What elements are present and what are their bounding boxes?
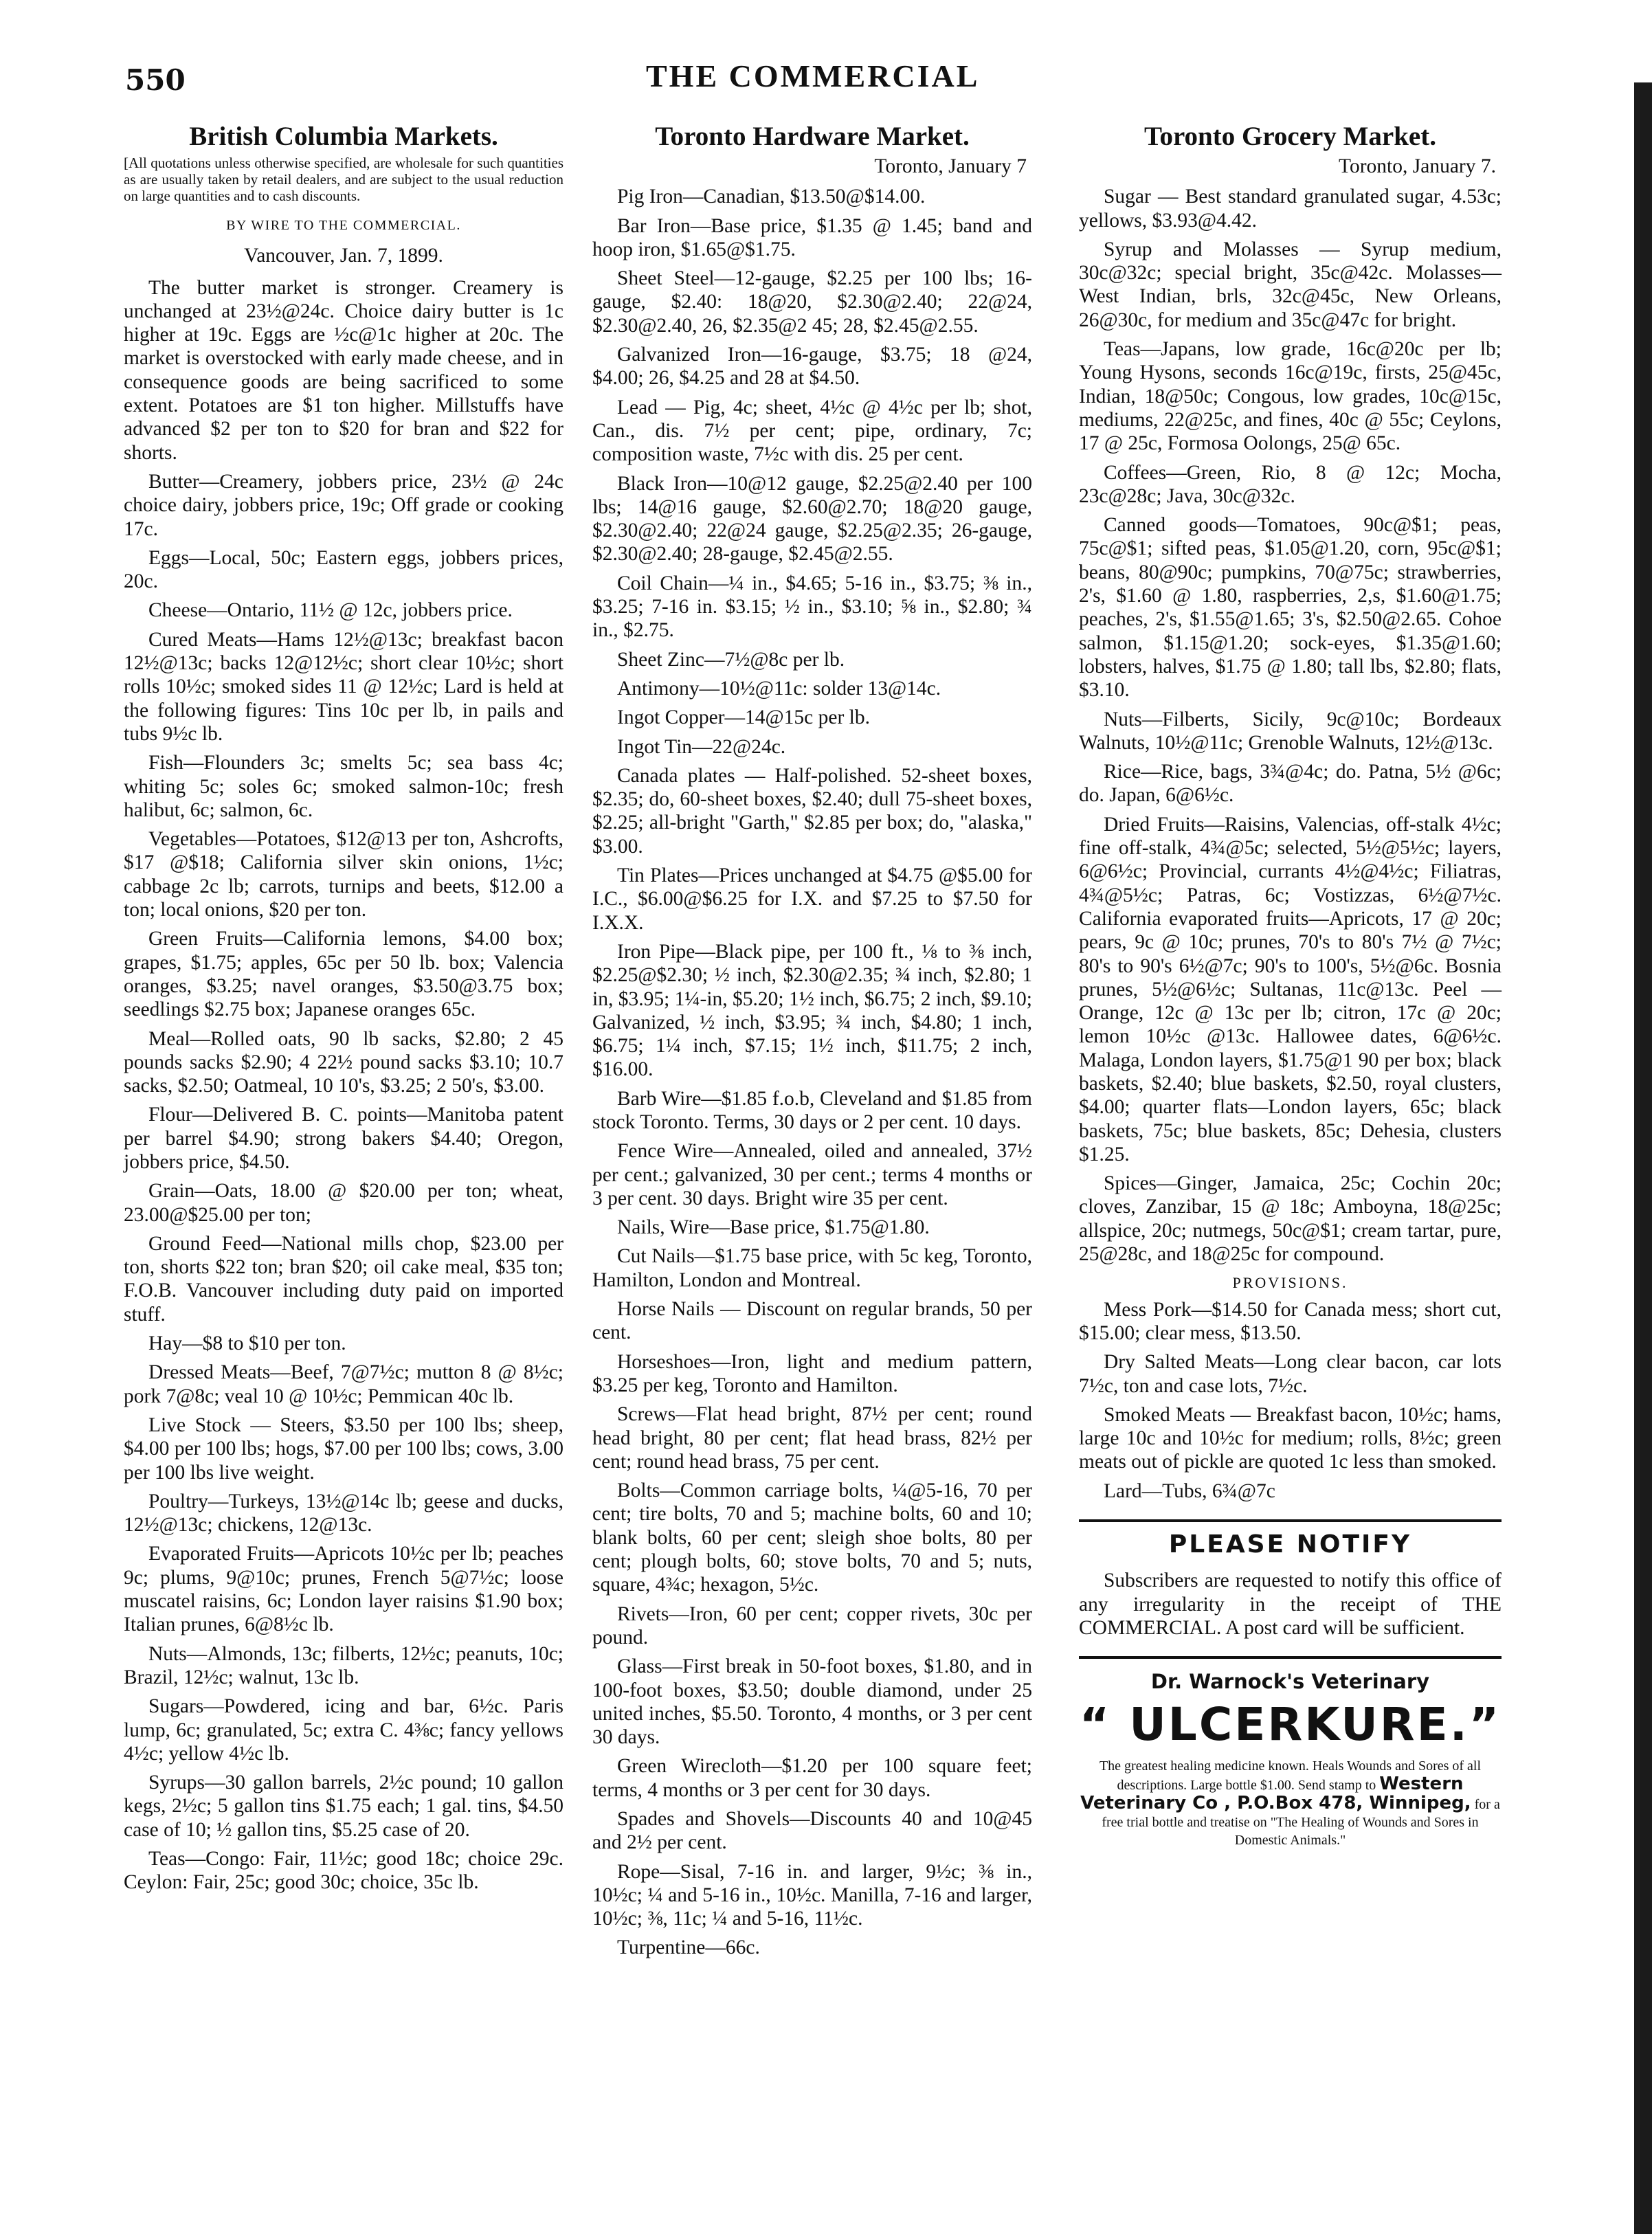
hardware-market-heading: Toronto Hardware Market. [655,122,970,151]
market-item: Cured Meats—Hams 12½@13c; breakfast bacon 12½@13c; backs 12@12½c; short clear 10½c; short rolls 10½c; smoked sides 11 @ 12½c; Lard is held at the following figures: Tins 10c per lb, in pails and tubs 9½c lb. [124,628,563,745]
scan-edge-shadow [1634,82,1652,2234]
market-item: Glass—First break in 50-foot boxes, $1.80, and in 100-foot boxes, $3.50; double diamond, under 25 united inches, $5.50. Toronto, 4 months, or 3 per cent 30 days. [592,1655,1032,1749]
market-item: Vegetables—Potatoes, $12@13 per ton, Ashcrofts, $17 @$18; California silver skin onions, 1½c; cabbage 2c lb; carrots, turnips and beets, $12.00 a ton; local onions, $20 per ton. [124,828,563,921]
market-item: Bolts—Common carriage bolts, ¼@5-16, 70 per cent; tire bolts, 70 and 5; machine bolts, 60 and 10; blank bolts, 60 per cent; sleigh shoe bolts, 80 per cent; plough bolts, 60; stove bolts, 70 and 5; nuts, square, 4¾c; hexagon, 5½c. [592,1479,1032,1596]
market-item: Iron Pipe—Black pipe, per 100 ft., ⅛ to ⅜ inch, $2.25@$2.30; ½ inch, $2.30@2.35; ¾ inch, $2.80; 1 in, $3.95; 1¼-in, $5.20; 1½ inch, $6.75; 2 inch, $9.10; Galvanized, ½ inch, $3.95; ¾ inch, $4.80; 1 inch, $6.75; 1¼ inch, $7.15; 1½ inch, $11.75; 2 inch, $16.00. [592,940,1032,1081]
market-item: Tin Plates—Prices unchanged at $4.75 @$5.00 for I.C., $6.00@$6.25 for I.X. and $7.25 to $7.50 for I.X.X. [592,864,1032,934]
market-item: Teas—Japans, low grade, 16c@20c per lb; Young Hysons, seconds 16c@19c, firsts, 25@45c, Indian, 18@50c; Congous, low grades, 10c@15c, mediums, 22@25c, and fines, 40c @ 55c; Ceylons, 17 @ 25c, Formosa Oolongs, 25@ 65c. [1079,338,1502,455]
ad-title: Dr. Warnock's Veterinary [1150,1670,1430,1694]
grocery-market-items [1079,185,1502,1266]
market-item: Cheese—Ontario, 11½ @ 12c, jobbers price. [148,599,513,622]
bc-markets-note: [All quotations unless otherwise specified, are wholesale for such quantities as are usually taken by retail dealers, and are subject to the usual reduction on large quantities and to cash discounts. [124,155,563,204]
page-number: 550 [125,63,186,97]
running-head: THE COMMERCIAL [646,58,980,93]
market-item: Black Iron—10@12 gauge, $2.25@2.40 per 100 lbs; 14@16 gauge, $2.60@2.70; 18@20 gauge, $2.30@2.40; 22@24 gauge, $2.25@2.35; 26-gauge, $2.30@2.40; 28-gauge, $2.45@2.55. [592,472,1032,566]
market-item: Green Fruits—California lemons, $4.00 box; grapes, $1.75; apples, 65c per 50 lb. box; Valencia oranges, $3.25; navel oranges, $3.50@3.75 box; seedlings $2.75 box; Japanese oranges 65c. [124,928,563,1021]
market-item: Evaporated Fruits—Apricots 10½c per lb; peaches 9c; plums, 9@10c; prunes, French 5@7½c; loose muscatel raisins, 6c; London layer raisins $1.90 box; Italian prunes, 6@8½c lb. [124,1543,563,1636]
market-item: Fence Wire—Annealed, oiled and annealed, 37½ per cent.; galvanized, 30 per cent.; terms 4 months or 3 per cent. 30 days. Bright wire 35 per cent. [592,1140,1032,1209]
market-item: Spices—Ginger, Jamaica, 25c; Cochin 20c; cloves, Zanzibar, 15 @ 18c; Amboyna, 18@25c; allspice, 20c; nutmegs, 50c@$1; cream tartar, pure, 25@28c, and 18@25c for compound. [1079,1172,1502,1266]
ad-body [1079,1757,1502,1849]
market-item: Mess Pork—$14.50 for Canada mess; short cut, $15.00; clear mess, $13.50. [1079,1298,1502,1344]
market-item: The butter market is stronger. Creamery is unchanged at 23½@24c. Choice dairy butter is 1c higher at 19c. Eggs are ½c@1c higher at 20c. The market is overstocked with early made cheese, and in consequence goods are being sacrificed to some extent. Potatoes are $1 ton higher. Millstuffs have advanced $2 per ton to $20 for bran and $22 for shorts. [124,276,563,464]
market-item: Hay—$8 to $10 per ton. [148,1332,346,1355]
column-bc-markets [124,120,563,1900]
notice-body: Subscribers are requested to notify this office of any irregularity in the receipt of THE COMMERCIAL. A post card will be sufficient. [1079,1570,1502,1639]
ad-brand-name: “ ULCERKURE.” [1079,1697,1502,1751]
notice-title: PLEASE NOTIFY [1168,1530,1412,1559]
market-item: Flour—Delivered B. C. points—Manitoba patent per barrel $4.90; strong bakers $4.40; Oregon, jobbers price, $4.50. [124,1104,563,1173]
market-item: Ingot Tin—22@24c. [617,735,786,758]
grocery-market-dateline: Toronto, January 7. [1339,155,1496,177]
market-item: Fish—Flounders 3c; smelts 5c; sea bass 4c; whiting 5c; soles 6c; smoked salmon-10c; fresh halibut, 6c; salmon, 6c. [124,752,563,821]
market-item: Coffees—Green, Rio, 8 @ 12c; Mocha, 23c@28c; Java, 30c@32c. [1079,461,1502,507]
market-item: Ingot Copper—14@15c per lb. [617,706,870,729]
bc-markets-dateline: Vancouver, Jan. 7, 1899. [244,245,443,267]
market-item: Coil Chain—¼ in., $4.65; 5-16 in., $3.75; ⅜ in., $3.25; 7-16 in. $3.15; ½ in., $3.10; ⅝ in., $2.80; ¾ in., $2.75. [592,572,1032,642]
market-item: Canned goods—Tomatoes, 90c@$1; peas, 75c@$1; sifted peas, $1.05@1.20, corn, 95c@$1; beans, 80@90c; pumpkins, 70@75c; strawberries, 2's, $1.60 @ 1.80, raspberries, 2,s, $1.60@1.75; peaches, 2's, $1.55@1.65; 3's, $2.50@2.65. Cohoe salmon, $1.15@1.20; sock-eyes, $1.35@1.60; lobsters, halves, $1.75 @ 1.80; tall lbs, $2.80; flats, $3.10. [1079,514,1502,702]
market-item: Teas—Congo: Fair, 11½c; good 18c; choice 29c. Ceylon: Fair, 25c; good 30c; choice, 35c lb. [124,1848,563,1894]
market-item: Horse Nails — Discount on regular brands, 50 per cent. [592,1298,1032,1344]
market-item: Barb Wire—$1.85 f.o.b, Cleveland and $1.85 from stock Toronto. Terms, 30 days or 2 per cent. 10 days. [592,1087,1032,1133]
market-item: Syrup and Molasses — Syrup medium, 30c@32c; special bright, 35c@42c. Molasses—West Indian, brls, 32c@45c, New Orleans, 26@30c, for medium and 35c@47c for bright. [1079,238,1502,331]
market-item: Nails, Wire—Base price, $1.75@1.80. [617,1216,930,1239]
market-item: Rope—Sisal, 7-16 in. and larger, 9½c; ⅜ in., 10½c; ¼ and 5-16 in., 10½c. Manilla, 7-16 and larger, 10½c; ⅜, 11c; ¼ and 5-16, 11½c. [592,1860,1032,1930]
market-item: Rice—Rice, bags, 3¾@4c; do. Patna, 5½ @6c; do. Japan, 6@6½c. [1079,761,1502,807]
ad-body-text-2: for a free trial bottle and treatise on "The Healing of Wounds and Sores in Domestic Animals." [1102,1796,1500,1848]
bc-markets-wire-line: BY WIRE TO THE COMMERCIAL. [226,218,461,233]
market-item: Poultry—Turkeys, 13½@14c lb; geese and ducks, 12½@13c; chickens, 12@13c. [124,1490,563,1537]
column-grocery-market [1079,120,1502,1849]
divider-rule [1079,1656,1502,1659]
market-item: Sugars—Powdered, icing and bar, 6½c. Paris lump, 6c; granulated, 5c; extra C. 4⅜c; fancy yellows 4½c; yellow 4½c lb. [124,1695,563,1765]
market-item: Spades and Shovels—Discounts 40 and 10@45 and 2½ per cent. [592,1808,1032,1854]
market-item: Rivets—Iron, 60 per cent; copper rivets, 30c per pound. [592,1602,1032,1649]
provisions-subhead: PROVISIONS. [1232,1274,1348,1292]
column-hardware-market [592,120,1032,1965]
market-item: Dried Fruits—Raisins, Valencias, off-stalk 4½c; fine off-stalk, 4¾@5c; selected, 5½@5½c; layers, 6@6½c; Provincial, currants 4½@4½c; Filiatras, 4¾@5½c; Patras, 6c; Vostizzas, 6½@7½c. California evaporated fruits—Apricots, 17 @ 20c; pears, 9c @ 10c; prunes, 70's to 80's 7½ @ 7½c; 80's to 90's 6½@7c; 90's to 100's, 5½@6c. Bosnia prunes, 5½@6½c; Sultanas, 11c@13c. Peel — Orange, 12c @ 13c per lb; citron, 17c @ 20c; lemon 10½c @13c. Hallowee dates, 6@6½c. Malaga, London layers, $1.75@1 90 per box; black baskets, $2.40; blue baskets, $2.50, royal clusters, $4.00; quarter flats—London layers, 65c; black baskets, 75c; blue baskets, 85c; Dehesia, clusters $1.25. [1079,813,1502,1165]
bc-markets-items [124,276,563,1895]
market-item: Ground Feed—National mills chop, $23.00 per ton, shorts $22 ton; bran $20; oil cake meal, $35 ton; F.O.B. Vancouver including duty paid on imported stuff. [124,1232,563,1326]
bc-markets-heading: British Columbia Markets. [189,122,498,151]
hardware-market-items [592,185,1032,1959]
market-item: Eggs—Local, 50c; Eastern eggs, jobbers prices, 20c. [124,546,563,593]
market-item: Green Wirecloth—$1.20 per 100 square feet; terms, 4 months or 3 per cent for 30 days. [592,1755,1032,1801]
market-item: Lead — Pig, 4c; sheet, 4½c @ 4½c per lb; shot, Can., dis. 7½ per cent; pipe, ordinary, 7c; composition waste, 7½c with dis. 25 per cent. [592,396,1032,466]
ad-company: Western Veterinary Co , P.O.Box 478, Winnipeg, [1080,1773,1471,1813]
provisions-items [1079,1298,1502,1503]
market-item: Lard—Tubs, 6¾@7c [1104,1479,1275,1502]
market-item: Meal—Rolled oats, 90 lb sacks, $2.80; 2 45 pounds sacks $2.90; 4 22½ pound sacks $3.10; 10.7 sacks, $2.50; Oatmeal, 10 10's, $3.25; 2 50's, $3.00. [124,1027,563,1097]
market-item: Nuts—Almonds, 13c; filberts, 12½c; peanuts, 10c; Brazil, 12½c; walnut, 13c lb. [124,1642,563,1688]
market-item: Dressed Meats—Beef, 7@7½c; mutton 8 @ 8½c; pork 7@8c; veal 10 @ 10½c; Pemmican 40c lb. [124,1361,563,1407]
market-item: Sheet Steel—12-gauge, $2.25 per 100 lbs; 16-gauge, $2.40: 18@20, $2.30@2.40; 22@24, $2.30@2.40, 26, $2.35@2 45; 28, $2.45@2.55. [592,267,1032,337]
market-item: Butter—Creamery, jobbers price, 23½ @ 24c choice dairy, jobbers price, 19c; Off grade or cooking 17c. [124,470,563,540]
grocery-market-heading: Toronto Grocery Market. [1144,122,1436,151]
market-item: Dry Salted Meats—Long clear bacon, car lots 7½c, ton and case lots, 7½c. [1079,1351,1502,1397]
hardware-market-dateline: Toronto, January 7 [874,155,1027,177]
market-item: Cut Nails—$1.75 base price, with 5c keg, Toronto, Hamilton, London and Montreal. [592,1245,1032,1291]
market-item: Antimony—10½@11c: solder 13@14c. [617,677,941,700]
divider-rule [1079,1519,1502,1522]
ad-body-text: The greatest healing medicine known. Heals Wounds and Sores of all descriptions. Large bottle $1.00. Send stamp to [1099,1758,1482,1793]
market-item: Sugar — Best standard granulated sugar, 4.53c; yellows, $3.93@4.42. [1079,186,1502,232]
market-item: Canada plates — Half-polished. 52-sheet boxes, $2.35; do, 60-sheet boxes, $2.40; dull 75-sheet boxes, $2.25; all-bright "Garth," $2.85 per box; do, "alaska," $3.00. [592,764,1032,858]
market-item: Grain—Oats, 18.00 @ $20.00 per ton; wheat, 23.00@$25.00 per ton; [124,1180,563,1226]
market-item: Smoked Meats — Breakfast bacon, 10½c; hams, large 10c and 10½c for medium; rolls, 8½c; green meats out of pickle are quoted 1c less than smoked. [1079,1403,1502,1473]
market-item: Pig Iron—Canadian, $13.50@$14.00. [617,186,926,208]
market-item: Horseshoes—Iron, light and medium pattern, $3.25 per keg, Toronto and Hamilton. [592,1350,1032,1396]
market-item: Live Stock — Steers, $3.50 per 100 lbs; sheep, $4.00 per 100 lbs; hogs, $7.00 per 100 lbs; cows, 3.00 per 100 lbs live weight. [124,1414,563,1484]
market-item: Sheet Zinc—7½@8c per lb. [617,648,845,671]
market-item: Bar Iron—Base price, $1.35 @ 1.45; band and hoop iron, $1.65@$1.75. [592,214,1032,260]
market-item: Turpentine—66c. [617,1936,760,1959]
market-item: Galvanized Iron—16-gauge, $3.75; 18 @24, $4.00; 26, $4.25 and 28 at $4.50. [592,344,1032,390]
market-item: Syrups—30 gallon barrels, 2½c pound; 10 gallon kegs, 2½c; 5 gallon tins $1.75 each; 1 gal. tins, $4.50 case of 10; ½ gallon tins, $5.25 case of 20. [124,1772,563,1841]
market-item: Screws—Flat head bright, 87½ per cent; round head bright, 80 per cent; flat head brass, 82½ per cent; round head brass, 75 per cent. [592,1403,1032,1473]
market-item: Nuts—Filberts, Sicily, 9c@10c; Bordeaux Walnuts, 10½@11c; Grenoble Walnuts, 12½@13c. [1079,708,1502,754]
